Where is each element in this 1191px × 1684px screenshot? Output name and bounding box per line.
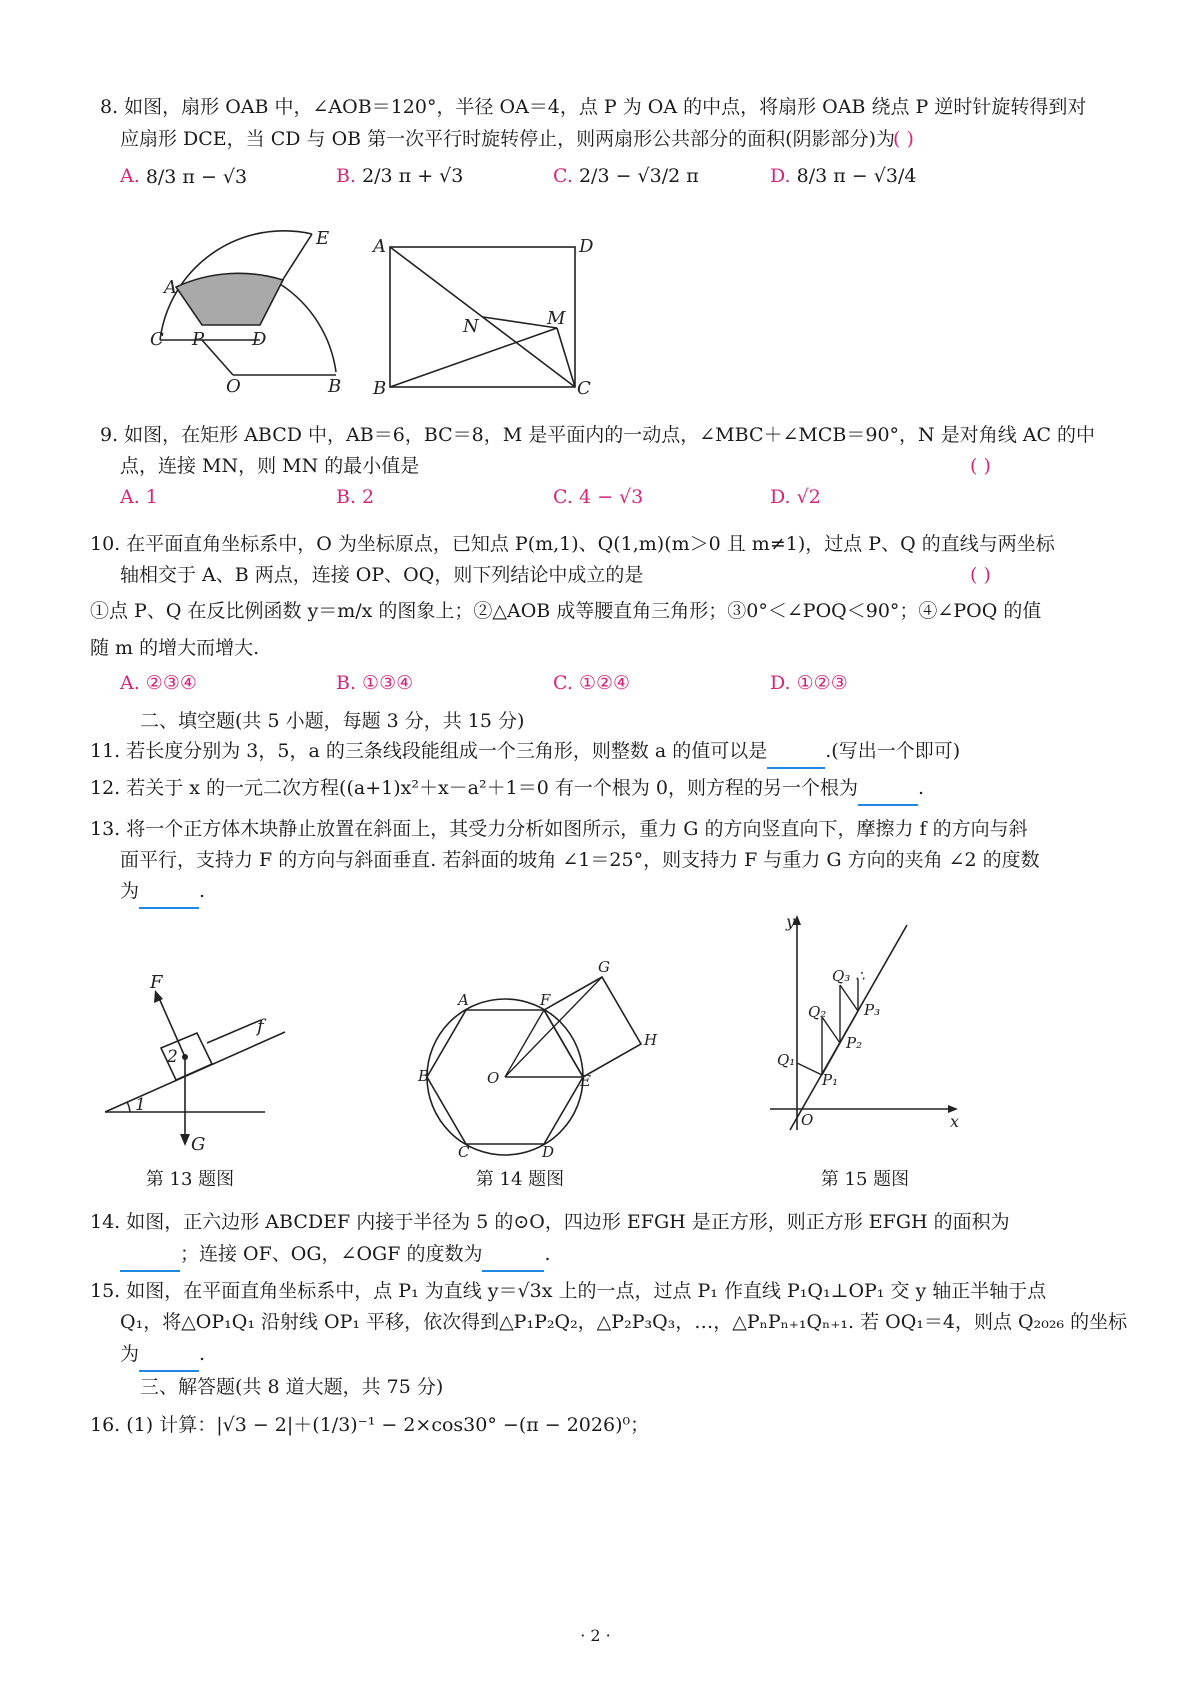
fig15-label-O: O [801,1111,814,1129]
fig15-label-P2: P₂ [846,1034,863,1052]
fig9-label-C: C [577,378,591,399]
q13-line1: 13. 将一个正方体木块静止放置在斜面上，其受力分析如图所示，重力 G 的方向竖直向下，摩擦力 f 的方向与斜 [90,818,1028,840]
fig13-label-F: F [150,972,163,993]
q10-line1: 10. 在平面直角坐标系中，O 为坐标原点，已知点 P(m,1)、Q(1,m)(m＞0 且 m≠1)，过点 P、Q 的直线与两坐标 [90,533,1055,555]
q9-figure-rectangle [365,230,605,400]
q9-line2: 点，连接 MN，则 MN 的最小值是 [120,455,420,477]
fig9-label-M: M [547,308,566,329]
q8-answer-paren: ( ) [893,128,914,150]
fig15-label-x: x [950,1112,960,1131]
page-number: · 2 · [580,1626,611,1645]
section2-heading: 二、填空题(共 5 小题，每题 3 分，共 15 分) [140,710,525,732]
q12: 12. 若关于 x 的一元二次方程((a+1)x²＋x－a²＋1＝0 有一个根为 0，则方程的另一个根为 . [90,773,924,806]
fig8-label-B: B [328,376,342,397]
fig15-caption: 第 15 题图 [820,1169,910,1190]
fig15-label-Q3: Q₃ ∴ [832,967,865,985]
q8-line1: 8. 如图，扇形 OAB 中，∠AOB＝120°，半径 OA＝4，点 P 为 OA 的中点，将扇形 OAB 绕点 P 逆时针旋转得到对 [100,96,1087,118]
q9-line1: 9. 如图，在矩形 ABCD 中，AB＝6，BC＝8，M 是平面内的一动点，∠MBC＋∠MCB＝90°，N 是对角线 AC 的中 [100,424,1096,446]
q11-answer-blank[interactable] [767,736,825,769]
q9-option-b[interactable]: B. 2 [336,486,375,508]
q12-answer-blank[interactable] [858,773,918,806]
q8-option-a-value: 8/3 π − √3 [145,166,248,188]
q8-line2: 应扇形 DCE，当 CD 与 OB 第一次平行时旋转停止，则两扇形公共部分的面积(阴影部分)为 [120,128,895,150]
q10-option-a[interactable]: A. ②③④ [120,672,197,694]
fig8-label-P: P [192,329,205,350]
fig14-label-F: F [540,991,551,1009]
q14-answer-blank-2[interactable] [482,1239,544,1272]
q9-option-a[interactable]: A. 1 [120,486,158,508]
fig15-label-Q2: Q₂ [808,1003,827,1021]
q10-line3: ①点 P、Q 在反比例函数 y＝m/x 的图象上；②△AOB 成等腰直角三角形；③0°＜∠POQ＜90°；④∠POQ 的值 [90,600,1042,622]
q14-answer-blank-1[interactable] [120,1239,180,1272]
q8-option-c-value: 2/3 − √3/2 π [578,165,699,187]
q14-line2: ；连接 OF、OG，∠OGF 的度数为 . [120,1239,551,1272]
q13-line2: 面平行，支持力 F 的方向与斜面垂直. 若斜面的坡角 ∠1＝25°，则支持力 F 与重力 G 方向的夹角 ∠2 的度数 [120,849,1040,871]
q10-line2: 轴相交于 A、B 两点，连接 OP、OQ，则下列结论中成立的是 [120,564,644,586]
fig9-label-B: B [373,378,387,399]
fig8-label-C: C [150,329,164,350]
fig14-caption: 第 14 题图 [475,1169,565,1190]
fig13-label-f: f [257,1016,264,1037]
fig8-label-O: O [226,376,241,397]
fig14-label-G: G [598,958,610,976]
fig13-incline [95,960,295,1160]
q8-option-d[interactable]: D. 8/3 π − √3/4 [770,165,917,187]
q8-option-d-value: 8/3 π − √3/4 [796,165,917,187]
q8-figure-sectors [140,222,360,397]
fig13-label-2: 2 [167,1047,178,1067]
q9-answer-paren: ( ) [970,455,991,477]
q15-line2: Q₁，将△OP₁Q₁ 沿射线 OP₁ 平移，依次得到△P₁P₂Q₂，△P₂P₃Q₃，…，△PₙPₙ₊₁Qₙ₊₁. 若 OQ₁＝4，则点 Q₂₀₂₆ 的坐标 [120,1311,1128,1333]
q10-answer-paren: ( ) [970,564,991,586]
q9-option-d[interactable]: D. √2 [770,486,821,508]
q15-line1: 15. 如图，在平面直角坐标系中，点 P₁ 为直线 y＝√3x 上的一点，过点 P₁ 作直线 P₁Q₁⊥OP₁ 交 y 轴正半轴于点 [90,1280,1047,1302]
fig14-hexagon [420,955,680,1160]
fig14-label-E: E [580,1072,591,1090]
fig14-label-O: O [487,1069,500,1087]
q9-option-c[interactable]: C. 4 − √3 [553,486,644,508]
fig15-label-y: y [786,912,796,931]
q10-option-d[interactable]: D. ①②③ [770,672,848,694]
fig14-label-A: A [458,991,469,1009]
q10-option-c[interactable]: C. ①②④ [553,672,631,694]
q8-option-a[interactable]: A. 8/3 π − √3 [120,165,248,188]
fig15-label-P1: P₁ [822,1071,839,1089]
q14-line1: 14. 如图，正六边形 ABCDEF 内接于半径为 5 的⊙O，四边形 EFGH 是正方形，则正方形 EFGH 的面积为 [90,1211,1010,1233]
q13-line3: 为 . [120,876,205,909]
fig9-label-N: N [463,316,479,337]
q15-line3: 为 . [120,1339,205,1372]
fig14-label-C: C [458,1143,470,1161]
fig15-label-Q1: Q₁ [777,1051,796,1069]
fig14-label-D: D [542,1143,555,1161]
q10-line4: 随 m 的增大而增大. [90,637,260,659]
q10-option-b[interactable]: B. ①③④ [336,672,414,694]
fig15-coordinate-plane [760,905,970,1155]
fig8-label-E: E [316,228,330,249]
fig15-label-P3: P₃ [864,1001,881,1019]
fig8-label-D: D [252,329,267,350]
fig13-label-1: 1 [135,1095,146,1115]
q16-line1: 16. (1) 计算：|√3 − 2|＋(1/3)⁻¹ − 2×cos30° −(π − 2026)⁰； [90,1414,650,1436]
q8-option-b[interactable]: B. 2/3 π + √3 [336,165,464,187]
fig14-label-B: B [418,1067,430,1085]
section3-heading: 三、解答题(共 8 道大题，共 75 分) [140,1376,444,1398]
q11: 11. 若长度分别为 3，5，a 的三条线段能组成一个三角形，则整数 a 的值可以是 .(写出一个即可) [90,736,960,769]
q8-option-b-value: 2/3 π + √3 [362,165,464,187]
q15-answer-blank[interactable] [139,1339,199,1372]
q8-option-c[interactable]: C. 2/3 − √3/2 π [553,165,699,187]
fig9-label-D: D [579,236,594,257]
fig14-label-H: H [644,1031,658,1049]
fig13-caption: 第 13 题图 [145,1169,235,1190]
q13-answer-blank[interactable] [139,876,199,909]
fig9-label-A: A [373,236,386,257]
fig13-label-G: G [191,1134,206,1155]
fig8-label-A: A [164,277,177,298]
